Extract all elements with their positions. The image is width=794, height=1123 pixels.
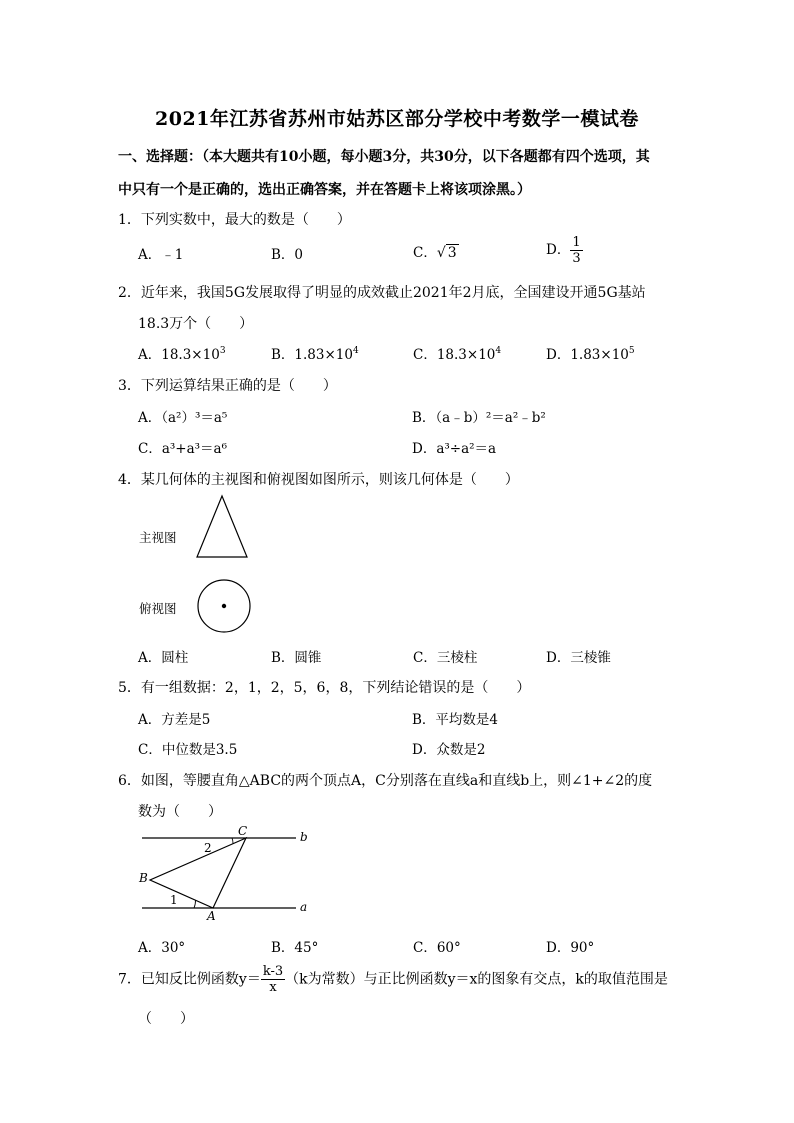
- question-2-option-d: D．$1.83\times 10^5$: [546, 346, 635, 363]
- question-4-option-d: D．三棱锥: [546, 650, 611, 666]
- label-b: b: [300, 830, 308, 844]
- question-1-option-b: B．0: [271, 247, 304, 263]
- question-1-stem: 1．下列实数中，最大的数是（ ）: [118, 212, 351, 228]
- question-5-option-a: A．方差是5: [138, 712, 211, 728]
- front-view-triangle: [190, 494, 254, 560]
- label-A: A: [207, 909, 216, 922]
- question-4-option-a: A．圆柱: [138, 650, 189, 666]
- question-5-stem: 5．有一组数据：2，1，2，5，6，8，下列结论错误的是（ ）: [118, 680, 531, 696]
- question-3-option-c: C．a³+a³＝a⁶: [138, 441, 228, 457]
- question-1-option-a: A．﹣1: [138, 247, 184, 263]
- section-heading-line2: 中只有一个是正确的，选出正确答案，并在答题卡上将该项涂黑。）: [118, 182, 531, 198]
- label-angle-1: 1: [170, 893, 178, 907]
- label-B: B: [139, 871, 148, 885]
- label-c: C: [238, 824, 248, 838]
- question-2-stem-line2: 18.3万个（ ）: [138, 316, 254, 332]
- top-view-label: 俯视图: [139, 601, 177, 616]
- triangle-parallel-lines-figure: [134, 822, 314, 922]
- label-angle-2: 2: [204, 841, 212, 855]
- question-1-option-d: D． $\frac{1}{3}$: [546, 235, 581, 266]
- question-5-option-c: C．中位数是3.5: [138, 742, 238, 758]
- sqrt-symbol: √ 3: [436, 245, 457, 261]
- question-2-stem-line1: 2．近年来，我国5G发展取得了明显的成效截止2021年2月底，全国建设开通5G基站: [118, 285, 646, 301]
- question-2-option-c: C．$18.3\times 10^4$: [413, 346, 502, 363]
- document-title: 2021年江苏省苏州市姑苏区部分学校中考数学一模试卷: [155, 108, 639, 130]
- question-4-option-c: C．三棱柱: [413, 650, 478, 666]
- question-2-option-a: A．$18.3\times 10^3$: [138, 346, 226, 363]
- front-view-label: 主视图: [139, 530, 177, 545]
- question-6-option-c: C．60°: [413, 940, 461, 956]
- label-a: a: [300, 900, 308, 914]
- section-heading-line1: 一、选择题：（本大题共有10小题，每小题3分，共30分，以下各题都有四个选项，其: [118, 149, 650, 165]
- question-5-option-d: D．众数是2: [412, 742, 486, 758]
- question-3-stem: 3．下列运算结果正确的是（ ）: [118, 378, 337, 394]
- question-4-stem: 4．某几何体的主视图和俯视图如图所示，则该几何体是（ ）: [118, 472, 519, 488]
- question-6-option-b: B．45°: [271, 940, 319, 956]
- question-3-option-a: A．（a²）³＝a⁵: [138, 410, 228, 426]
- top-view-circle: [194, 578, 254, 636]
- question-3-option-b: B．（a﹣b）²＝a²﹣b²: [412, 410, 546, 426]
- question-4-option-b: B．圆锥: [271, 650, 322, 666]
- question-7-stem-line1: 7．已知反比例函数y＝ $\frac{k-3}{x}$ （k为常数）与正比例函数y＝x的图象有交点，k的取值范围是: [118, 964, 668, 995]
- question-3-option-d: D．a³÷a²＝a: [412, 441, 497, 457]
- question-6-stem-line2: 数为（ ）: [138, 804, 222, 820]
- triangle-abc: [150, 838, 246, 908]
- question-7-stem-line2: （ ）: [138, 1011, 194, 1027]
- question-6-stem-line1: 6．如图，等腰直角△ABC的两个顶点A，C分别落在直线a和直线b上，则∠1+∠2的度: [118, 773, 653, 789]
- fraction-one-third: $\frac{1}{3}$: [572, 235, 581, 266]
- fraction-k-minus-3-over-x: $\frac{k-3}{x}$: [262, 964, 284, 995]
- question-6-option-a: A．30°: [138, 940, 186, 956]
- question-1-option-c: C．√ 3: [413, 245, 457, 261]
- question-5-option-b: B．平均数是4: [412, 712, 499, 728]
- question-6-option-d: D．90°: [546, 940, 595, 956]
- question-2-option-b: B．$1.83\times 10^4$: [271, 346, 359, 363]
